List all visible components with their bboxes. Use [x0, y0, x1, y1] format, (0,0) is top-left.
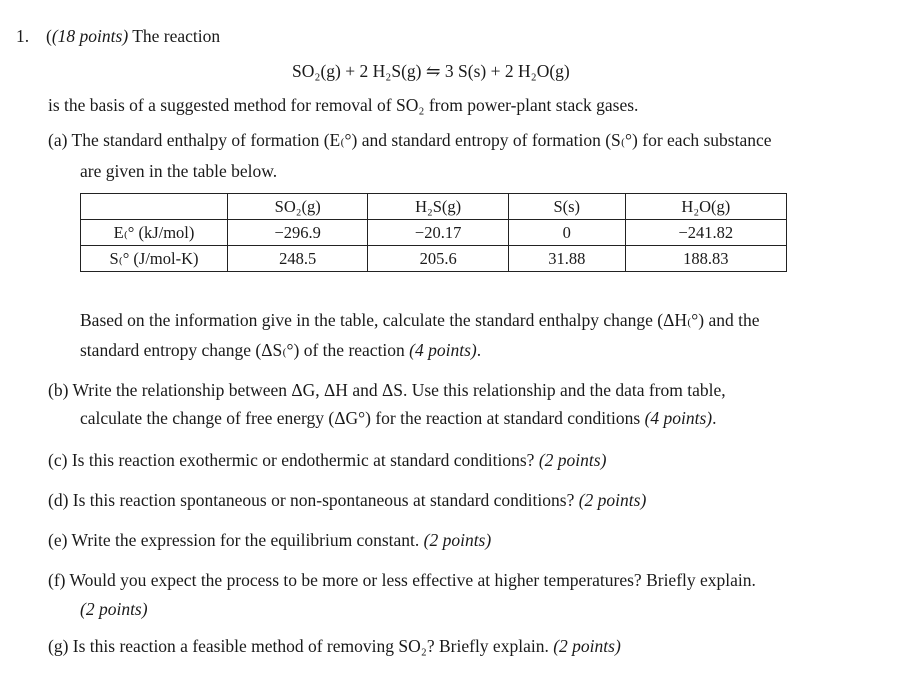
part-f-points: (2 points)	[80, 599, 148, 619]
table-cell: −241.82	[625, 220, 786, 246]
part-e	[48, 530, 491, 551]
table-cell: 188.83	[625, 246, 786, 272]
part-f-text: Would you expect the process to be more or less effective at higher temperatures? Briefly explain.	[69, 570, 756, 590]
table-cell: 205.6	[368, 246, 508, 272]
table-cell: 248.5	[228, 246, 368, 272]
part-c-points: (2 points)	[538, 450, 607, 470]
part-a-line-3: Based on the information give in the table, calculate the standard enthalpy change (ΔH₍°) and the	[80, 310, 760, 330]
reaction-equation: SO₂(g) + 2 H₂S(g) ⇋ 3 S(s) + 2 H₂O(g)	[292, 61, 570, 81]
part-e-text: Write the expression for the equilibrium constant.	[71, 530, 420, 550]
table-header-h2o: H₂O(g)	[625, 194, 786, 220]
part-g	[48, 636, 621, 657]
table-row	[81, 220, 787, 246]
part-c-text: Is this reaction exothermic or endothermic at standard conditions?	[71, 450, 535, 470]
table-header-s: S(s)	[508, 194, 625, 220]
part-d-points: (2 points)	[578, 490, 647, 510]
part-b-text-1: Write the relationship between ΔG, ΔH and ΔS. Use this relationship and the data from table,	[72, 380, 726, 400]
part-b-line-2	[80, 408, 717, 429]
part-a-label: (a)	[48, 130, 68, 150]
part-a-points: (4 points)	[409, 340, 477, 360]
part-c	[48, 450, 606, 471]
part-b-end: .	[712, 408, 717, 428]
part-c-label: (c)	[48, 450, 68, 470]
table-header-corner	[81, 194, 228, 220]
part-b-line-1	[48, 380, 726, 401]
table-header-row	[81, 194, 787, 220]
question-points: (18 points)	[51, 26, 129, 46]
table-header-h2s: H₂S(g)	[368, 194, 508, 220]
part-e-points: (2 points)	[423, 530, 492, 550]
part-f-line-1	[48, 570, 756, 591]
part-g-points: (2 points)	[553, 636, 621, 656]
table-cell: 31.88	[508, 246, 625, 272]
table-cell: −296.9	[228, 220, 368, 246]
part-a-text-1: The standard enthalpy of formation (E₍°) and standard entropy of formation (S₍°) for each substance	[71, 130, 772, 150]
question-header-text: The reaction	[132, 26, 221, 46]
table-row	[81, 246, 787, 272]
question-number: 1.	[16, 26, 30, 46]
part-a-text-4: standard entropy change (ΔS₍°) of the reaction	[80, 340, 405, 360]
part-a-line-4	[80, 340, 481, 361]
table-header-so2: SO₂(g)	[228, 194, 368, 220]
part-g-label: (g)	[48, 636, 69, 656]
part-b-text-2: calculate the change of free energy (ΔG°) for the reaction at standard conditions	[80, 408, 641, 428]
part-g-text: Is this reaction a feasible method of removing SO₂? Briefly explain.	[72, 636, 549, 656]
table-cell: −20.17	[368, 220, 508, 246]
part-f-label: (f)	[48, 570, 66, 590]
thermo-data-table	[80, 193, 787, 272]
part-d	[48, 490, 646, 511]
question-title: ((18 points) The reaction	[46, 26, 221, 46]
table-row-label: S₍° (J/mol-K)	[81, 246, 228, 272]
part-b-label: (b)	[48, 380, 69, 400]
table-row-label: E₍° (kJ/mol)	[81, 220, 228, 246]
part-d-text: Is this reaction spontaneous or non-spontaneous at standard conditions?	[72, 490, 575, 510]
part-d-label: (d)	[48, 490, 69, 510]
part-e-label: (e)	[48, 530, 68, 550]
part-f-line-2	[80, 599, 148, 620]
part-a-end: .	[476, 340, 482, 360]
part-a-line-1	[48, 130, 772, 151]
part-a-line-2: are given in the table below.	[80, 161, 278, 181]
table-cell: 0	[508, 220, 625, 246]
question-intro: is the basis of a suggested method for removal of SO₂ from power-plant stack gases.	[48, 95, 639, 115]
part-b-points: (4 points)	[644, 408, 713, 428]
